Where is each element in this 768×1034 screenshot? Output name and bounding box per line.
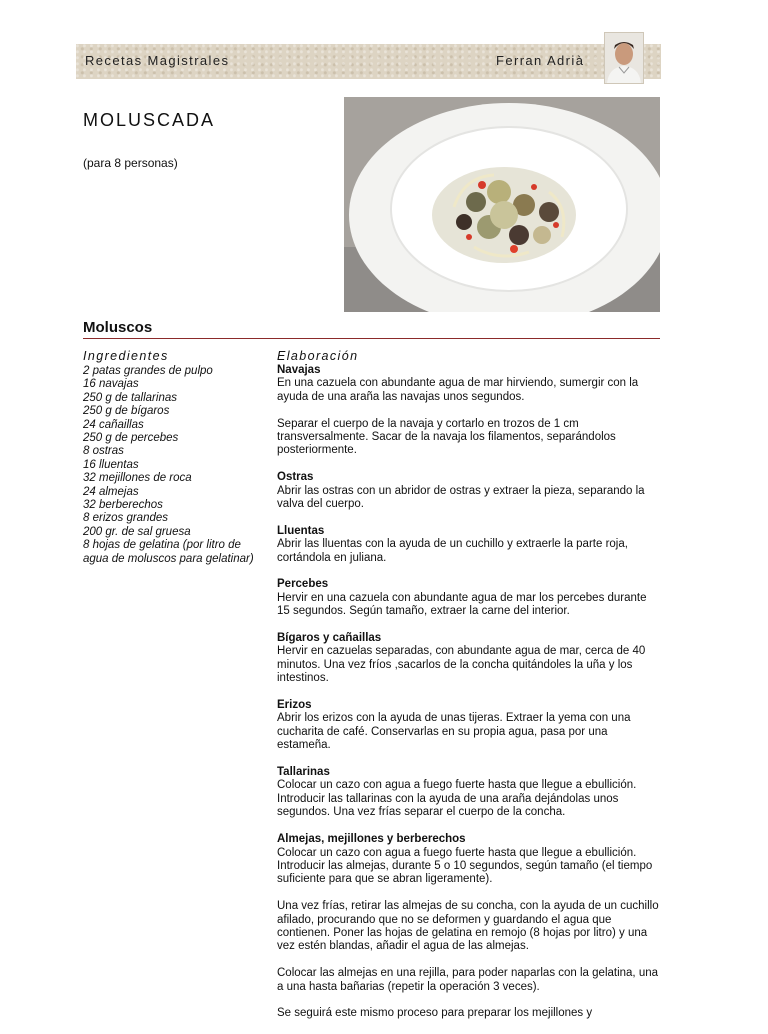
- step-paragraph: Separar el cuerpo de la navaja y cortarlo en trozos de 1 cm transversalmente. Sacar de la navaja los filamentos, separándolos posteriormente.: [277, 417, 616, 457]
- step-paragraph: Colocar las almejas en una rejilla, para poder naparlas con la gelatina, una a una hasta bañarias (repetir la operación 3 veces).: [277, 967, 659, 993]
- ingredient-item: 24 cañaillas: [83, 418, 144, 431]
- step-title: Lluentas: [277, 524, 325, 537]
- ingredient-item: 32 mejillones de roca: [83, 472, 192, 485]
- step-navajas: [277, 364, 662, 458]
- ingredient-item: 16 navajas: [83, 378, 139, 391]
- step-tallarinas: [277, 766, 662, 820]
- step-almejas-mejillones-berberechos: [277, 833, 662, 1021]
- step-paragraph: Una vez frías, retirar las almejas de su concha, con la ayuda de un cuchillo afilado, procurando que no se deformen y guardando el agua que contienen. Poner las hojas de gelatina en remojo (8 hojas por litro) y una vez estén blandas, añadir el agua de las almejas.: [277, 900, 659, 953]
- step-title: Tallarinas: [277, 766, 330, 779]
- ingredient-item: 250 g de tallarinas: [83, 391, 177, 404]
- ingredients-heading: Ingredientes: [83, 349, 169, 363]
- step-paragraph: En una cazuela con abundante agua de mar hirviendo, sumergir con la ayuda de una araña las navajas unos segundos.: [277, 377, 639, 403]
- recipe-title: MOLUSCADA: [83, 110, 216, 130]
- step-paragraph: Abrir los erizos con la ayuda de unas tijeras. Extraer la yema con una cucharita de café. Conservarlas en su propia agua, pasa por una estameña.: [277, 712, 631, 752]
- step-paragraph: Abrir las lluentas con la ayuda de un cuchillo y extraerle la parte roja, cortándola en juliana.: [277, 538, 628, 564]
- series-title: Recetas Magistrales: [85, 53, 230, 68]
- step-paragraph: Colocar un cazo con agua a fuego fuerte hasta que llegue a ebullición. Introducir las almejas, durante 5 o 10 segundos, según tamaño (el tiempo suficiente para que se abran ligeramente).: [277, 846, 653, 886]
- section-title: Moluscos: [83, 319, 153, 336]
- step-title: Erizos: [277, 699, 312, 712]
- ingredient-item: 8 hojas de gelatina (por litro de agua de moluscos para gelatinar): [83, 539, 254, 565]
- ingredient-item: 250 g de bígaros: [83, 405, 170, 418]
- step-title: Bígaros y cañaillas: [277, 632, 382, 645]
- step-paragraph: Hervir en una cazuela con abundante agua de mar los percebes durante 15 segundos. Según tamaño, extraer la carne del interior.: [277, 591, 647, 618]
- header-band: [76, 44, 661, 79]
- ingredient-item: 16 lluentas: [83, 458, 139, 471]
- step-title: Navajas: [277, 364, 321, 376]
- chef-portrait-image: [604, 32, 644, 84]
- step-percebes: [277, 578, 662, 618]
- step-title: Almejas, mejillones y berberechos: [277, 833, 466, 846]
- elaboration-steps: [277, 364, 662, 1034]
- step-ostras: [277, 471, 662, 511]
- ingredient-item: 2 patas grandes de pulpo: [83, 365, 213, 377]
- step-paragraph: Colocar un cazo con agua a fuego fuerte hasta que llegue a ebullición. Introducir las tallarinas con la ayuda de una araña dejándolas unos segundos. Una vez frías separar el cuerpo de la concha.: [277, 779, 637, 819]
- step-paragraph: Se seguirá este mismo proceso para preparar los mejillones y: [277, 1007, 593, 1020]
- ingredient-item: 24 almejas: [83, 485, 139, 498]
- ingredient-item: 250 g de percebes: [83, 432, 179, 445]
- step-title: Percebes: [277, 578, 329, 591]
- step-paragraph: Abrir las ostras con un abridor de ostras y extraer la pieza, separando la valva del cuerpo.: [277, 484, 645, 511]
- ingredients-list: [83, 365, 258, 566]
- dish-photo: [344, 97, 660, 312]
- step-lluentas: [277, 525, 662, 565]
- step-bigaros-canaillas: [277, 632, 662, 686]
- chef-name: Ferran Adrià: [496, 53, 585, 68]
- ingredient-item: 200 gr. de sal gruesa: [83, 525, 191, 538]
- ingredient-item: 32 berberechos: [83, 499, 163, 512]
- ingredient-item: 8 ostras: [83, 445, 124, 458]
- section-divider: [83, 338, 660, 339]
- step-paragraph: Hervir en cazuelas separadas, con abundante agua de mar, cerca de 40 minutos. Una vez fríos ,sacarlos de la concha quitándoles la uña y los intestinos.: [277, 645, 646, 685]
- step-title: Ostras: [277, 471, 314, 484]
- step-erizos: [277, 699, 662, 753]
- elaboration-heading: Elaboración: [277, 349, 359, 363]
- servings-note: (para 8 personas): [83, 156, 178, 170]
- ingredient-item: 8 erizos grandes: [83, 512, 169, 525]
